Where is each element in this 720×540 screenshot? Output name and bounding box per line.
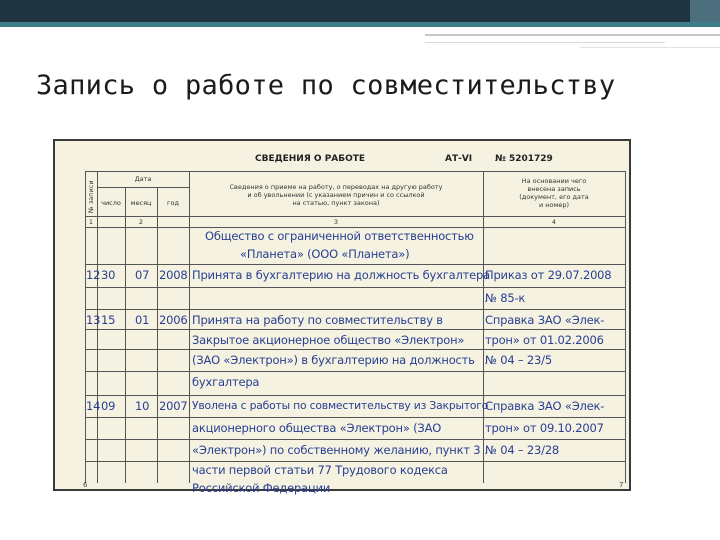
table-border <box>85 216 625 217</box>
top-decor-bar <box>0 0 720 22</box>
table-row <box>85 395 625 396</box>
entry-text-line: Принята в бухгалтерию на должность бухгалтера <box>192 268 490 282</box>
decor-line <box>425 34 720 36</box>
entry-basis-line: Справка ЗАО «Элек- <box>485 313 605 327</box>
entry-basis-line: № 04 – 23/28 <box>485 443 560 457</box>
entry-day: 15 <box>101 313 116 327</box>
table-border <box>85 171 625 172</box>
table-row <box>85 439 625 440</box>
header-year: год <box>167 199 179 207</box>
page-number-left: 6 <box>83 481 88 489</box>
entry-day: 09 <box>101 399 116 413</box>
column-number: 3 <box>333 218 339 226</box>
entry-month: 07 <box>135 268 150 282</box>
entry-year: 2006 <box>159 313 188 327</box>
entry-text-line: Уволена с работы по совместительству из Закрытого <box>192 399 489 412</box>
entry-no: 14 <box>86 399 101 413</box>
decor-line <box>425 42 665 43</box>
entry-no: 12 <box>86 268 101 282</box>
header-day: число <box>101 199 121 207</box>
column-number: 4 <box>551 218 557 226</box>
entry-month: 01 <box>135 313 150 327</box>
header-basis-line: На основании чего <box>521 177 587 185</box>
table-border <box>85 227 625 228</box>
entry-basis-line: трон» от 01.02.2006 <box>485 333 604 347</box>
entry-month: 10 <box>135 399 150 413</box>
slide-title: Запись о работе по совместительству <box>36 70 616 101</box>
entry-text-line: бухгалтера <box>192 375 260 389</box>
entry-basis-line: трон» от 09.10.2007 <box>485 421 604 435</box>
column-number: 2 <box>138 218 144 226</box>
form-title: СВЕДЕНИЯ О РАБОТЕ <box>255 154 366 164</box>
table-row <box>85 349 625 350</box>
entry-text-line: (ЗАО «Электрон») в бухгалтерию на должность <box>192 353 475 367</box>
table-border <box>97 171 98 483</box>
company-name-line: Общество с ограниченной ответственностью <box>205 229 474 243</box>
entry-basis-line: Приказ от 29.07.2008 <box>485 268 612 282</box>
header-month: месяц <box>130 199 152 207</box>
table-border <box>97 187 189 188</box>
header-info-line: и об увольнении (с указанием причин и со ссылкой <box>247 191 425 199</box>
table-border <box>625 171 626 483</box>
header-basis-line: и номер) <box>538 201 570 209</box>
entry-basis-line: № 04 – 23/5 <box>485 353 552 367</box>
table-row <box>85 461 625 462</box>
table-border <box>125 187 126 483</box>
form-header <box>55 141 629 169</box>
table-row <box>85 264 625 265</box>
entry-text-line: части первой статьи 77 Трудового кодекса <box>192 463 448 477</box>
table-row <box>85 287 625 288</box>
header-info-line: на статью, пункт закона) <box>292 199 380 207</box>
table-row <box>85 417 625 418</box>
entry-day: 30 <box>101 268 116 282</box>
entry-text-line: акционерного общества «Электрон» (ЗАО <box>192 421 442 435</box>
top-decor-accent <box>690 0 720 22</box>
entry-text-line: Закрытое акционерное общество «Электрон» <box>192 333 465 347</box>
table-row <box>85 371 625 372</box>
form-number: № 5201729 <box>495 154 553 164</box>
page-number-right: 7 <box>619 481 624 489</box>
company-name-line: «Планета» (ООО «Планета») <box>240 247 410 261</box>
entry-no: 13 <box>86 313 101 327</box>
table-row <box>85 309 625 310</box>
entry-year: 2008 <box>159 268 188 282</box>
header-record-no: № записи <box>87 180 95 213</box>
entry-basis-line: Справка ЗАО «Элек- <box>485 399 605 413</box>
top-decor-stripe <box>0 22 720 27</box>
header-info-line: Сведения о приеме на работу, о переводах на другую работу <box>229 183 443 191</box>
entry-text-line: «Электрон») по собственному желанию, пункт 3 <box>192 443 481 457</box>
employment-record-scan <box>53 139 631 495</box>
entry-basis-line: № 85-к <box>485 291 526 305</box>
header-basis-line: (документ, его дата <box>519 193 589 201</box>
entry-text-line: Российской Федерации <box>192 481 331 495</box>
entry-year: 2007 <box>159 399 188 413</box>
table-border <box>157 187 158 483</box>
form-series: АТ-VI <box>445 154 473 164</box>
entry-text-line: Принята на работу по совместительству в <box>192 313 443 327</box>
table-row <box>85 329 625 330</box>
decor-line <box>580 47 720 48</box>
header-basis-line: внесена запись <box>527 185 581 193</box>
header-date: Дата <box>134 175 152 183</box>
column-number: 1 <box>88 218 94 226</box>
